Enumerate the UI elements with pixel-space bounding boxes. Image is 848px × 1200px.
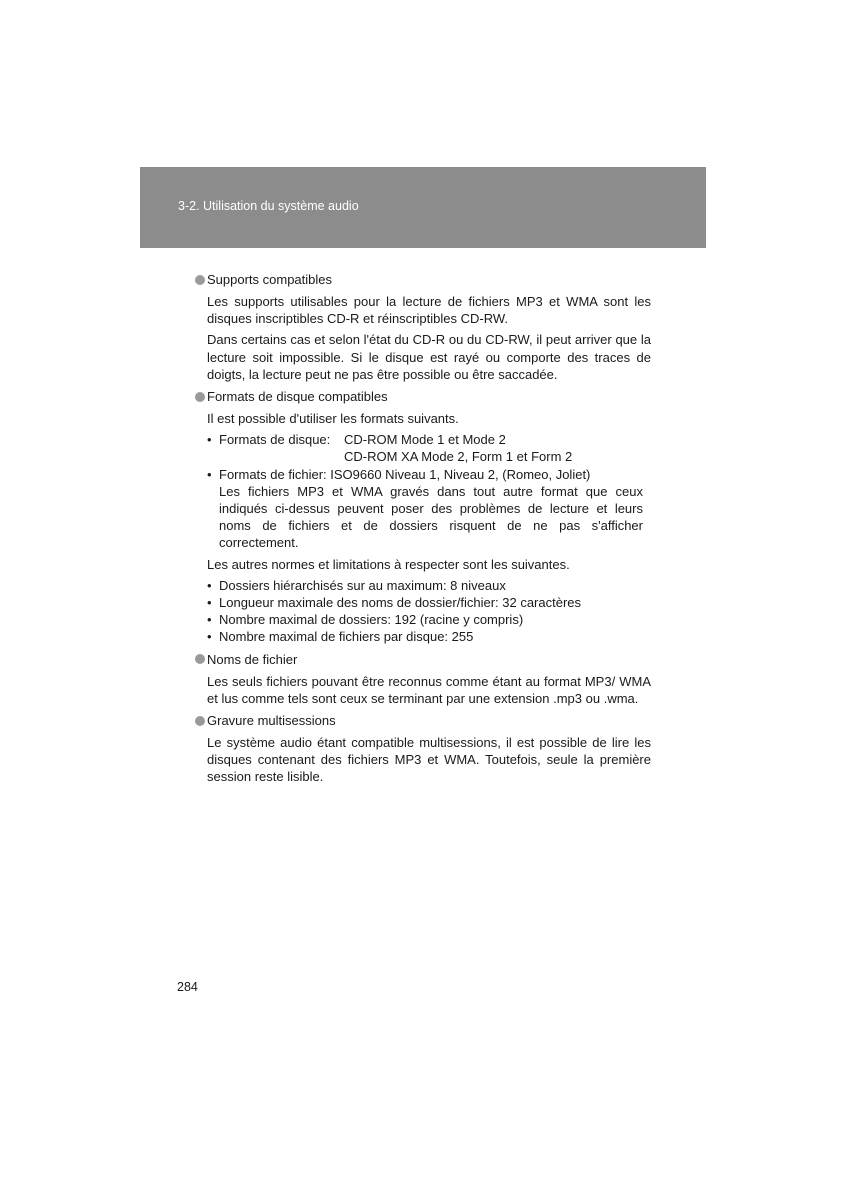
section-heading-text: Formats de disque compatibles bbox=[207, 388, 388, 404]
list-item bbox=[207, 628, 651, 645]
section-bullet-icon bbox=[195, 392, 205, 402]
disc-format-value: CD-ROM XA Mode 2, Form 1 et Form 2 bbox=[344, 449, 573, 465]
section-bullet-icon bbox=[195, 654, 205, 664]
list-item bbox=[207, 431, 651, 465]
paragraph-multisession: Le système audio étant compatible multisessions, il est possible de lire les disques contenant des fichiers MP3 et WMA. Toutefois, seule la première session reste lisible. bbox=[207, 735, 651, 785]
section-heading-filenames bbox=[195, 650, 651, 669]
limit-text: Nombre maximal de dossiers: 192 (racine y compris) bbox=[219, 612, 524, 628]
section-heading-text: Gravure multisessions bbox=[207, 712, 336, 728]
bullet-icon: • bbox=[207, 629, 212, 645]
list-item bbox=[207, 466, 651, 552]
paragraph-limits-intro: Les autres normes et limitations à respecter sont les suivantes. bbox=[207, 556, 570, 572]
limit-text: Nombre maximal de fichiers par disque: 255 bbox=[219, 629, 474, 645]
paragraph-filenames: Les seuls fichiers pouvant être reconnus comme étant au format MP3/ WMA et lus comme tels sont ceux se terminant par une extension .mp3 ou .wma. bbox=[207, 673, 651, 706]
section-heading-multisession bbox=[195, 711, 651, 730]
list-item bbox=[207, 611, 651, 628]
list-item bbox=[207, 577, 651, 594]
page-number: 284 bbox=[177, 980, 198, 994]
file-format-note: Les fichiers MP3 et WMA gravés dans tout autre format que ceux indiqués ci-dessus peuvent poser des problèmes de lecture et leurs noms de fichiers et de dossiers risquent de ne pas s'afficher correctement. bbox=[219, 483, 643, 551]
paragraph-formats-intro: Il est possible d'utiliser les formats suivants. bbox=[207, 411, 459, 427]
section-heading-text: Noms de fichier bbox=[207, 651, 298, 667]
page-content bbox=[195, 270, 651, 790]
disc-format-label: Formats de disque: bbox=[219, 432, 331, 448]
section-heading-text: Supports compatibles bbox=[207, 271, 333, 287]
bullet-icon: • bbox=[207, 612, 212, 628]
bullet-icon: • bbox=[207, 466, 212, 482]
list-item bbox=[207, 594, 651, 611]
limit-text: Dossiers hiérarchisés sur au maximum: 8 niveaux bbox=[219, 577, 506, 593]
limit-text: Longueur maximale des noms de dossier/fichier: 32 caractères bbox=[219, 595, 582, 611]
section-bullet-icon bbox=[195, 275, 205, 285]
bullet-icon: • bbox=[207, 432, 212, 448]
section-heading-supports bbox=[195, 270, 651, 289]
paragraph-supports-1: Les supports utilisables pour la lecture de fichiers MP3 et WMA sont les disques inscriptibles CD-R et réinscriptibles CD-RW. bbox=[207, 294, 651, 327]
section-heading-formats bbox=[195, 387, 651, 406]
format-list bbox=[207, 431, 651, 551]
chapter-header-band bbox=[140, 167, 706, 248]
limits-list bbox=[207, 577, 651, 646]
bullet-icon: • bbox=[207, 595, 212, 611]
disc-format-value: CD-ROM Mode 1 et Mode 2 bbox=[344, 432, 506, 448]
chapter-title: 3-2. Utilisation du système audio bbox=[178, 199, 359, 213]
file-format-line: Formats de fichier: ISO9660 Niveau 1, Niveau 2, (Romeo, Joliet) bbox=[219, 466, 591, 482]
paragraph-supports-2: Dans certains cas et selon l'état du CD-R ou du CD-RW, il peut arriver que la lecture soit impossible. Si le disque est rayé ou comporte des traces de doigts, la lecture peut ne pas être possible ou être saccadée. bbox=[207, 332, 651, 382]
bullet-icon: • bbox=[207, 577, 212, 593]
section-bullet-icon bbox=[195, 716, 205, 726]
